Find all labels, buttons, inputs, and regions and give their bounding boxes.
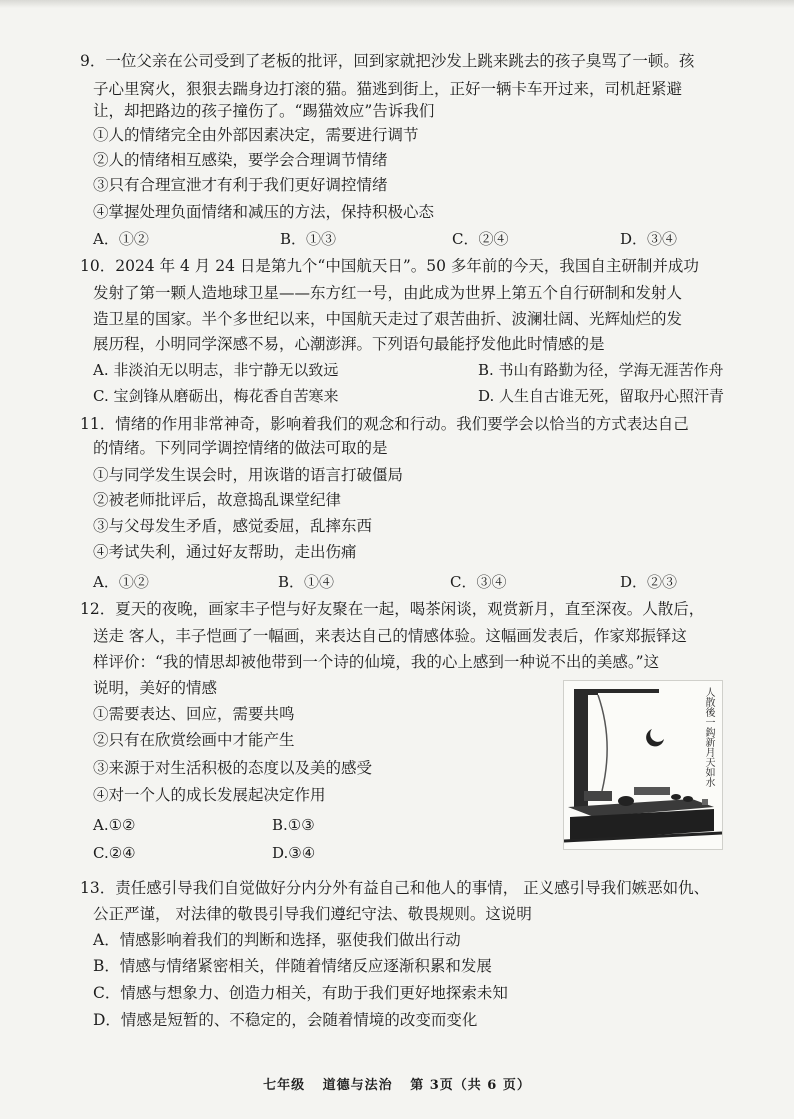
q12-option-d: D.③④	[272, 844, 316, 862]
page-footer	[0, 1074, 794, 1093]
q12-line-4: 说明，美好的情感	[93, 679, 218, 697]
q12-option-c: C.②④	[93, 844, 136, 862]
q9-option-d: D．③④	[620, 230, 678, 248]
q12-option-b: B.①③	[272, 816, 315, 834]
q12-item-2: ②只有在欣赏绘画中才能产生	[93, 731, 295, 749]
q10-option-d: D. 人生自古谁无死，留取丹心照汗青	[478, 387, 725, 405]
q13-option-b: B．情感与情绪紧密相关，伴随着情绪反应逐渐积累和发展	[93, 957, 492, 975]
q11-item-3: ③与父母发生矛盾，感觉委屈，乱摔东西	[93, 517, 373, 535]
q12-item-1: ①需要表达、回应，需要共鸣	[93, 705, 295, 723]
q12-item-4: ④对一个人的成长发展起决定作用	[93, 786, 326, 804]
q11-option-a: A．①②	[93, 573, 149, 591]
q11-option-b: B．①④	[278, 573, 335, 591]
q13-option-a: A．情感影响着我们的判断和选择，驱使我们做出行动	[93, 931, 461, 949]
q13-line-1: 13．责任感引导我们自觉做好分内分外有益自己和他人的事情， 正义感引导我们嫉恶如仇、	[80, 879, 710, 897]
q9-line-1: 9．一位父亲在公司受到了老板的批评，回到家就把沙发上跳来跳去的孩子臭骂了一顿。孩	[80, 52, 695, 70]
q9-option-a: A．①②	[93, 230, 149, 248]
footer-subject: 道德与法治	[322, 1078, 393, 1093]
q9-item-2: ②人的情绪相互感染，要学会合理调节情绪	[93, 151, 388, 169]
q11-item-2: ②被老师批评后，故意捣乱课堂纪律	[93, 491, 342, 509]
q12-line-1: 12．夏天的夜晚，画家丰子恺与好友聚在一起，喝茶闲谈，观赏新月，直至深夜。人散后，	[80, 600, 705, 618]
q9-option-c: C．②④	[452, 230, 509, 248]
q11-option-c: C．③④	[450, 573, 507, 591]
q13-line-2: 公正严谨， 对法律的敬畏引导我们遵纪守法、敬畏规则。这说明	[93, 905, 532, 923]
q9-item-3: ③只有合理宣泄才有利于我们更好调控情绪	[93, 176, 388, 194]
crescent-moon-icon	[646, 729, 664, 746]
q11-option-d: D．②③	[620, 573, 678, 591]
q11-item-1: ①与同学发生误会时，用诙谐的语言打破僵局	[93, 466, 404, 484]
q10-option-b: B. 书山有路勤为径，学海无涯苦作舟	[478, 361, 724, 379]
q13-option-c: C．情感与想象力、创造力相关，有助于我们更好地探索未知	[93, 984, 508, 1002]
q12-item-3: ③来源于对生活积极的态度以及美的感受	[93, 759, 373, 777]
q10-line-1: 10．2024 年 4 月 24 日是第九个“中国航天日”。50 多年前的今天，我国自主研制并成功	[80, 257, 699, 275]
q9-item-1: ①人的情绪完全由外部因素决定，需要进行调节	[93, 126, 419, 144]
q12-line-3: 样评价：“我的情思却被他带到一个诗的仙境，我的心上感到一种说不出的美感。”这	[93, 653, 660, 671]
page-top-shadow	[0, 0, 794, 8]
q11-line-2: 的情绪。下列同学调控情绪的做法可取的是	[93, 439, 388, 457]
q9-item-4: ④掌握处理负面情绪和减压的方法，保持积极心态	[93, 203, 435, 221]
q12-line-2: 送走 客人，丰子恺画了一幅画，来表达自己的情感体验。这幅画发表后，作家郑振铎这	[93, 627, 687, 645]
q10-line-2: 发射了第一颗人造地球卫星——东方红一号，由此成为世界上第五个自行研制和发射人	[93, 284, 683, 302]
feng-zikai-painting	[563, 680, 723, 850]
q9-option-b: B．①③	[280, 230, 337, 248]
q13-option-d: D．情感是短暂的、不稳定的，会随着情境的改变而变化	[93, 1011, 478, 1029]
painting-drawing	[564, 681, 722, 849]
q10-line-3: 造卫星的国家。半个多世纪以来，中国航天走过了艰苦曲折、波澜壮阔、光辉灿烂的发	[93, 310, 683, 328]
q11-item-4: ④考试失利，通过好友帮助，走出伤痛	[93, 543, 357, 561]
footer-grade: 七年级	[263, 1078, 306, 1093]
q9-line-3: 让，却把路边的孩子撞伤了。“踢猫效应”告诉我们	[93, 102, 435, 120]
footer-page-number: 第 3页（共 6 页）	[410, 1078, 531, 1093]
q10-line-4: 展历程，小明同学深感不易，心潮澎湃。下列语句最能抒发他此时情感的是	[93, 335, 605, 353]
q12-option-a: A.①②	[93, 816, 136, 834]
q11-line-1: 11．情绪的作用非常神奇，影响着我们的观念和行动。我们要学会以恰当的方式表达自己	[80, 415, 689, 433]
q9-line-2: 子心里窝火，狠狠去踹身边打滚的猫。猫逃到街上，正好一辆卡车开过来，司机赶紧避	[93, 80, 683, 98]
q10-option-c: C. 宝剑锋从磨砺出，梅花香自苦寒来	[93, 387, 339, 405]
q10-option-a: A. 非淡泊无以明志，非宁静无以致远	[93, 361, 339, 379]
painting-inscription: 人散後一鈎新月天如水	[703, 687, 714, 787]
